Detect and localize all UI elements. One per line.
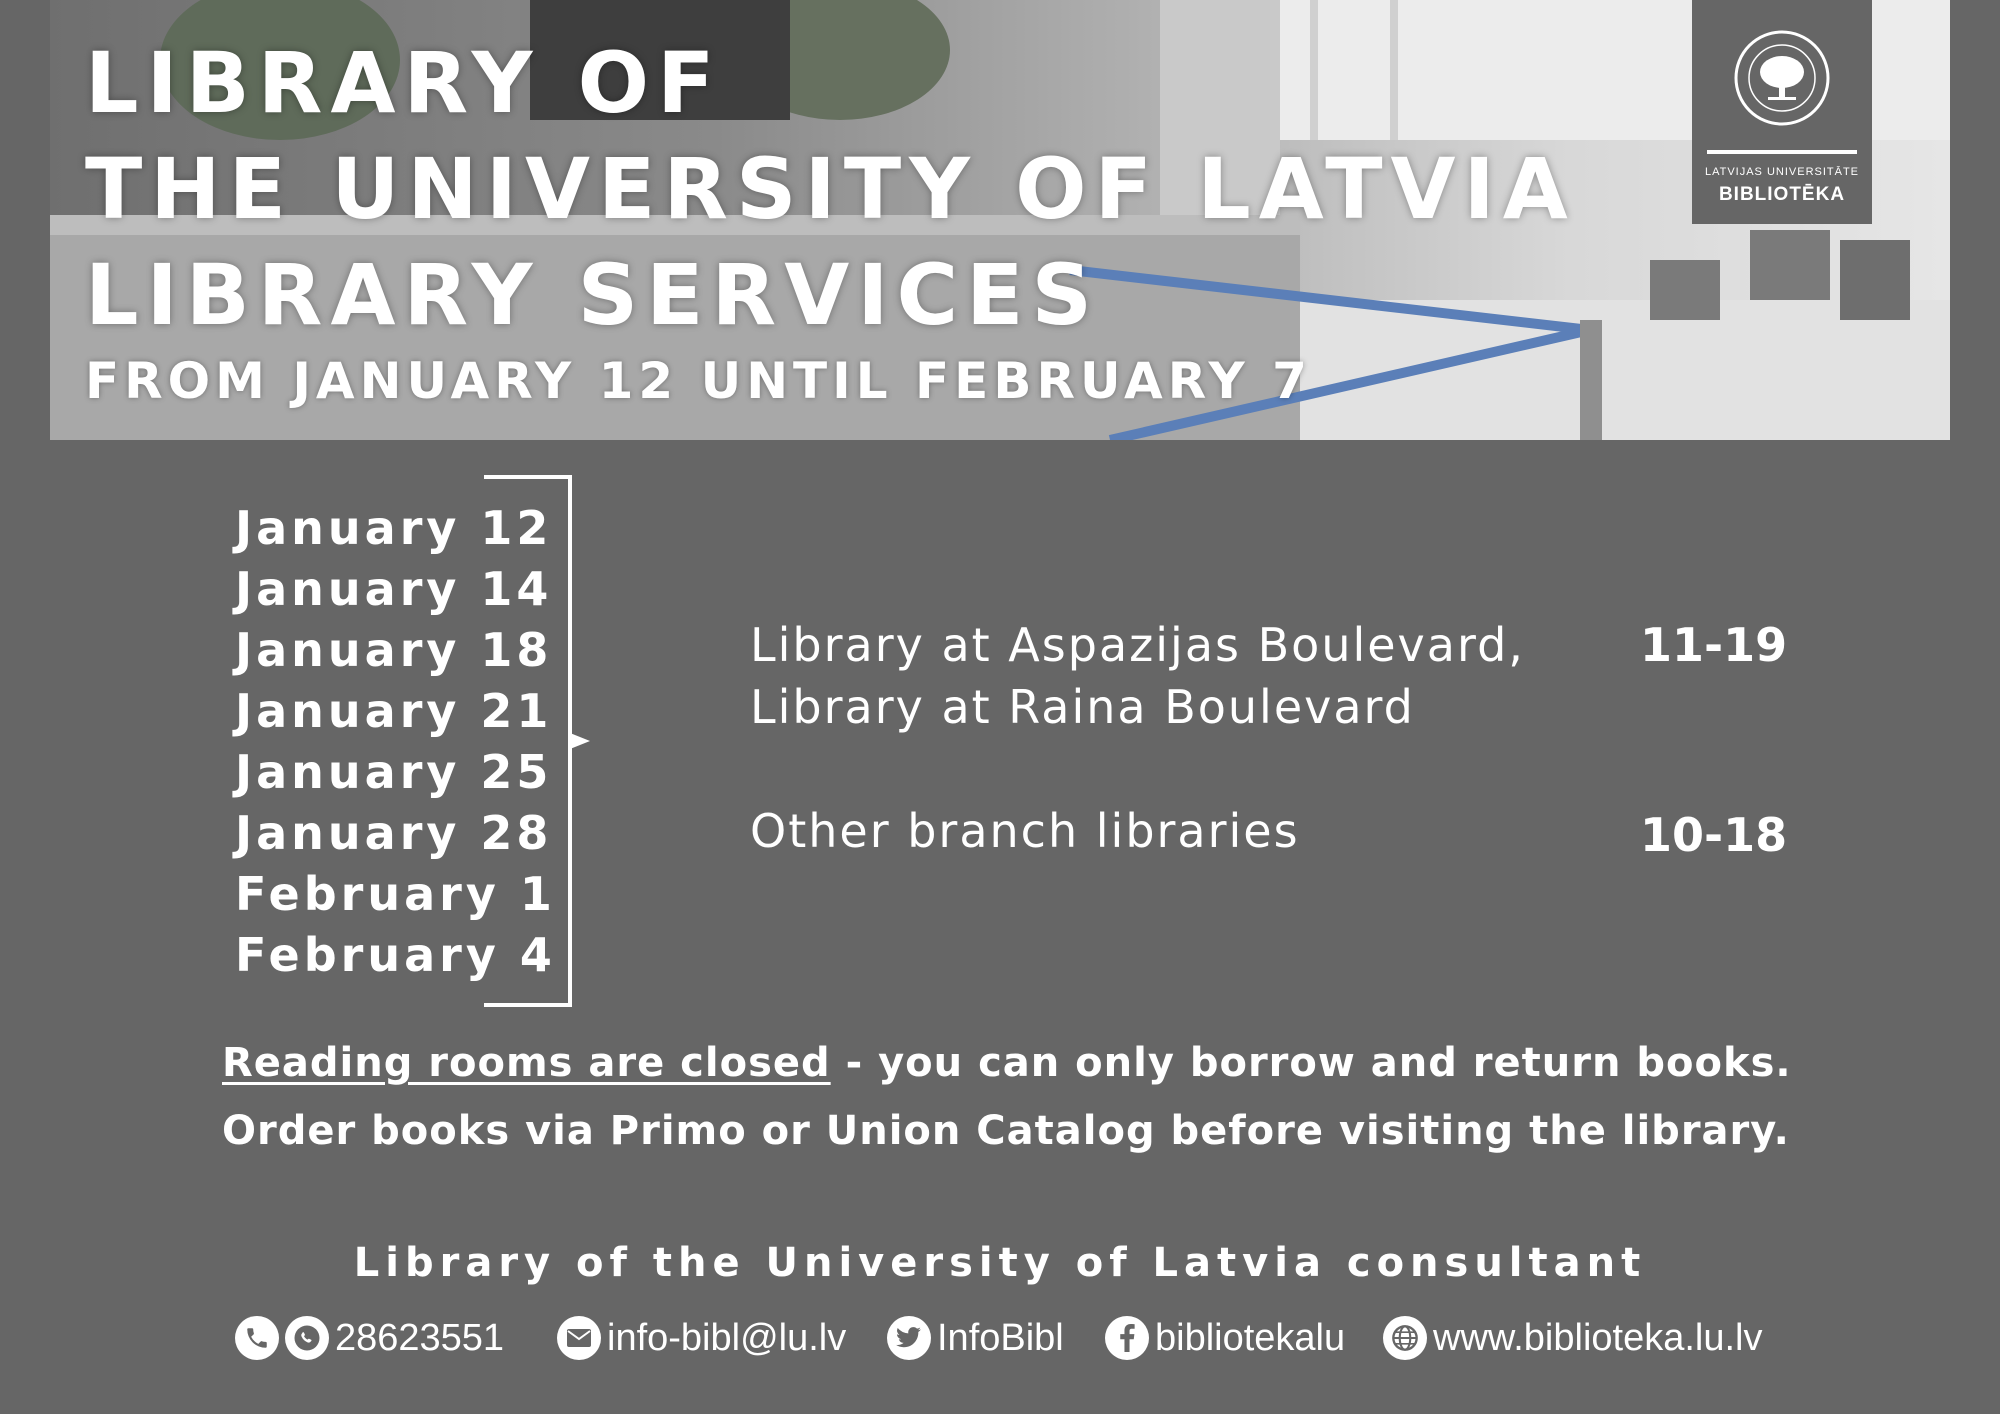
schedule-location xyxy=(750,614,1525,738)
header-banner xyxy=(50,0,1950,440)
schedule-location xyxy=(750,800,1300,862)
logo-divider xyxy=(1707,150,1857,154)
date-item: January 28 xyxy=(235,806,553,860)
envelope-icon xyxy=(557,1316,601,1360)
date-item: January 14 xyxy=(235,562,553,616)
university-logo xyxy=(1692,0,1872,224)
tree-seal-icon xyxy=(1732,28,1832,128)
facebook-icon xyxy=(1105,1316,1149,1360)
contact-phone[interactable] xyxy=(235,1316,504,1360)
phone-number: 28623551 xyxy=(335,1316,505,1359)
facebook-handle: bibliotekalu xyxy=(1155,1316,1346,1359)
contact-email[interactable] xyxy=(557,1316,846,1360)
date-item: February 4 xyxy=(235,928,556,982)
globe-icon xyxy=(1383,1316,1427,1360)
logo-university-name: LATVIJAS UNIVERSITĀTE xyxy=(1704,166,1860,178)
logo-library-name: BIBLIOTĒKA xyxy=(1718,184,1846,205)
location-line: Library at Raina Boulevard xyxy=(750,680,1415,734)
notice-line: Order books via Primo or Union Catalog before visiting the library. xyxy=(222,1108,1790,1154)
contact-website[interactable] xyxy=(1383,1316,1762,1360)
title-line: THE UNIVERSITY OF LATVIA xyxy=(85,140,1576,238)
notice-emphasis: Reading rooms are closed xyxy=(222,1040,831,1086)
notice-line xyxy=(222,1040,1792,1086)
schedule-hours: 10-18 xyxy=(1640,808,1788,862)
date-item: January 18 xyxy=(235,623,553,677)
whatsapp-icon xyxy=(285,1316,329,1360)
title-line: LIBRARY SERVICES xyxy=(85,246,1101,344)
phone-icon xyxy=(235,1316,279,1360)
location-line: Library at Aspazijas Boulevard, xyxy=(750,618,1525,672)
contact-twitter[interactable] xyxy=(887,1316,1064,1360)
bracket-arrow-icon xyxy=(478,473,598,1013)
date-item: January 21 xyxy=(235,684,553,738)
date-item: January 25 xyxy=(235,745,553,799)
page-subtitle: FROM JANUARY 12 UNTIL FEBRUARY 7 xyxy=(85,352,1312,410)
title-line: LIBRARY OF xyxy=(85,34,723,132)
twitter-handle: InfoBibl xyxy=(937,1316,1064,1359)
contact-facebook[interactable] xyxy=(1105,1316,1345,1360)
website-url: www.biblioteka.lu.lv xyxy=(1433,1316,1763,1359)
email-address: info-bibl@lu.lv xyxy=(607,1316,847,1359)
page-title xyxy=(85,30,1576,348)
notice-text: - you can only borrow and return books. xyxy=(830,1040,1792,1086)
schedule-hours: 11-19 xyxy=(1640,618,1788,672)
consultant-heading: Library of the University of Latvia consultant xyxy=(353,1240,1647,1286)
location-line: Other branch libraries xyxy=(750,804,1300,858)
date-item: January 12 xyxy=(235,501,553,555)
date-item: February 1 xyxy=(235,867,556,921)
twitter-icon xyxy=(887,1316,931,1360)
